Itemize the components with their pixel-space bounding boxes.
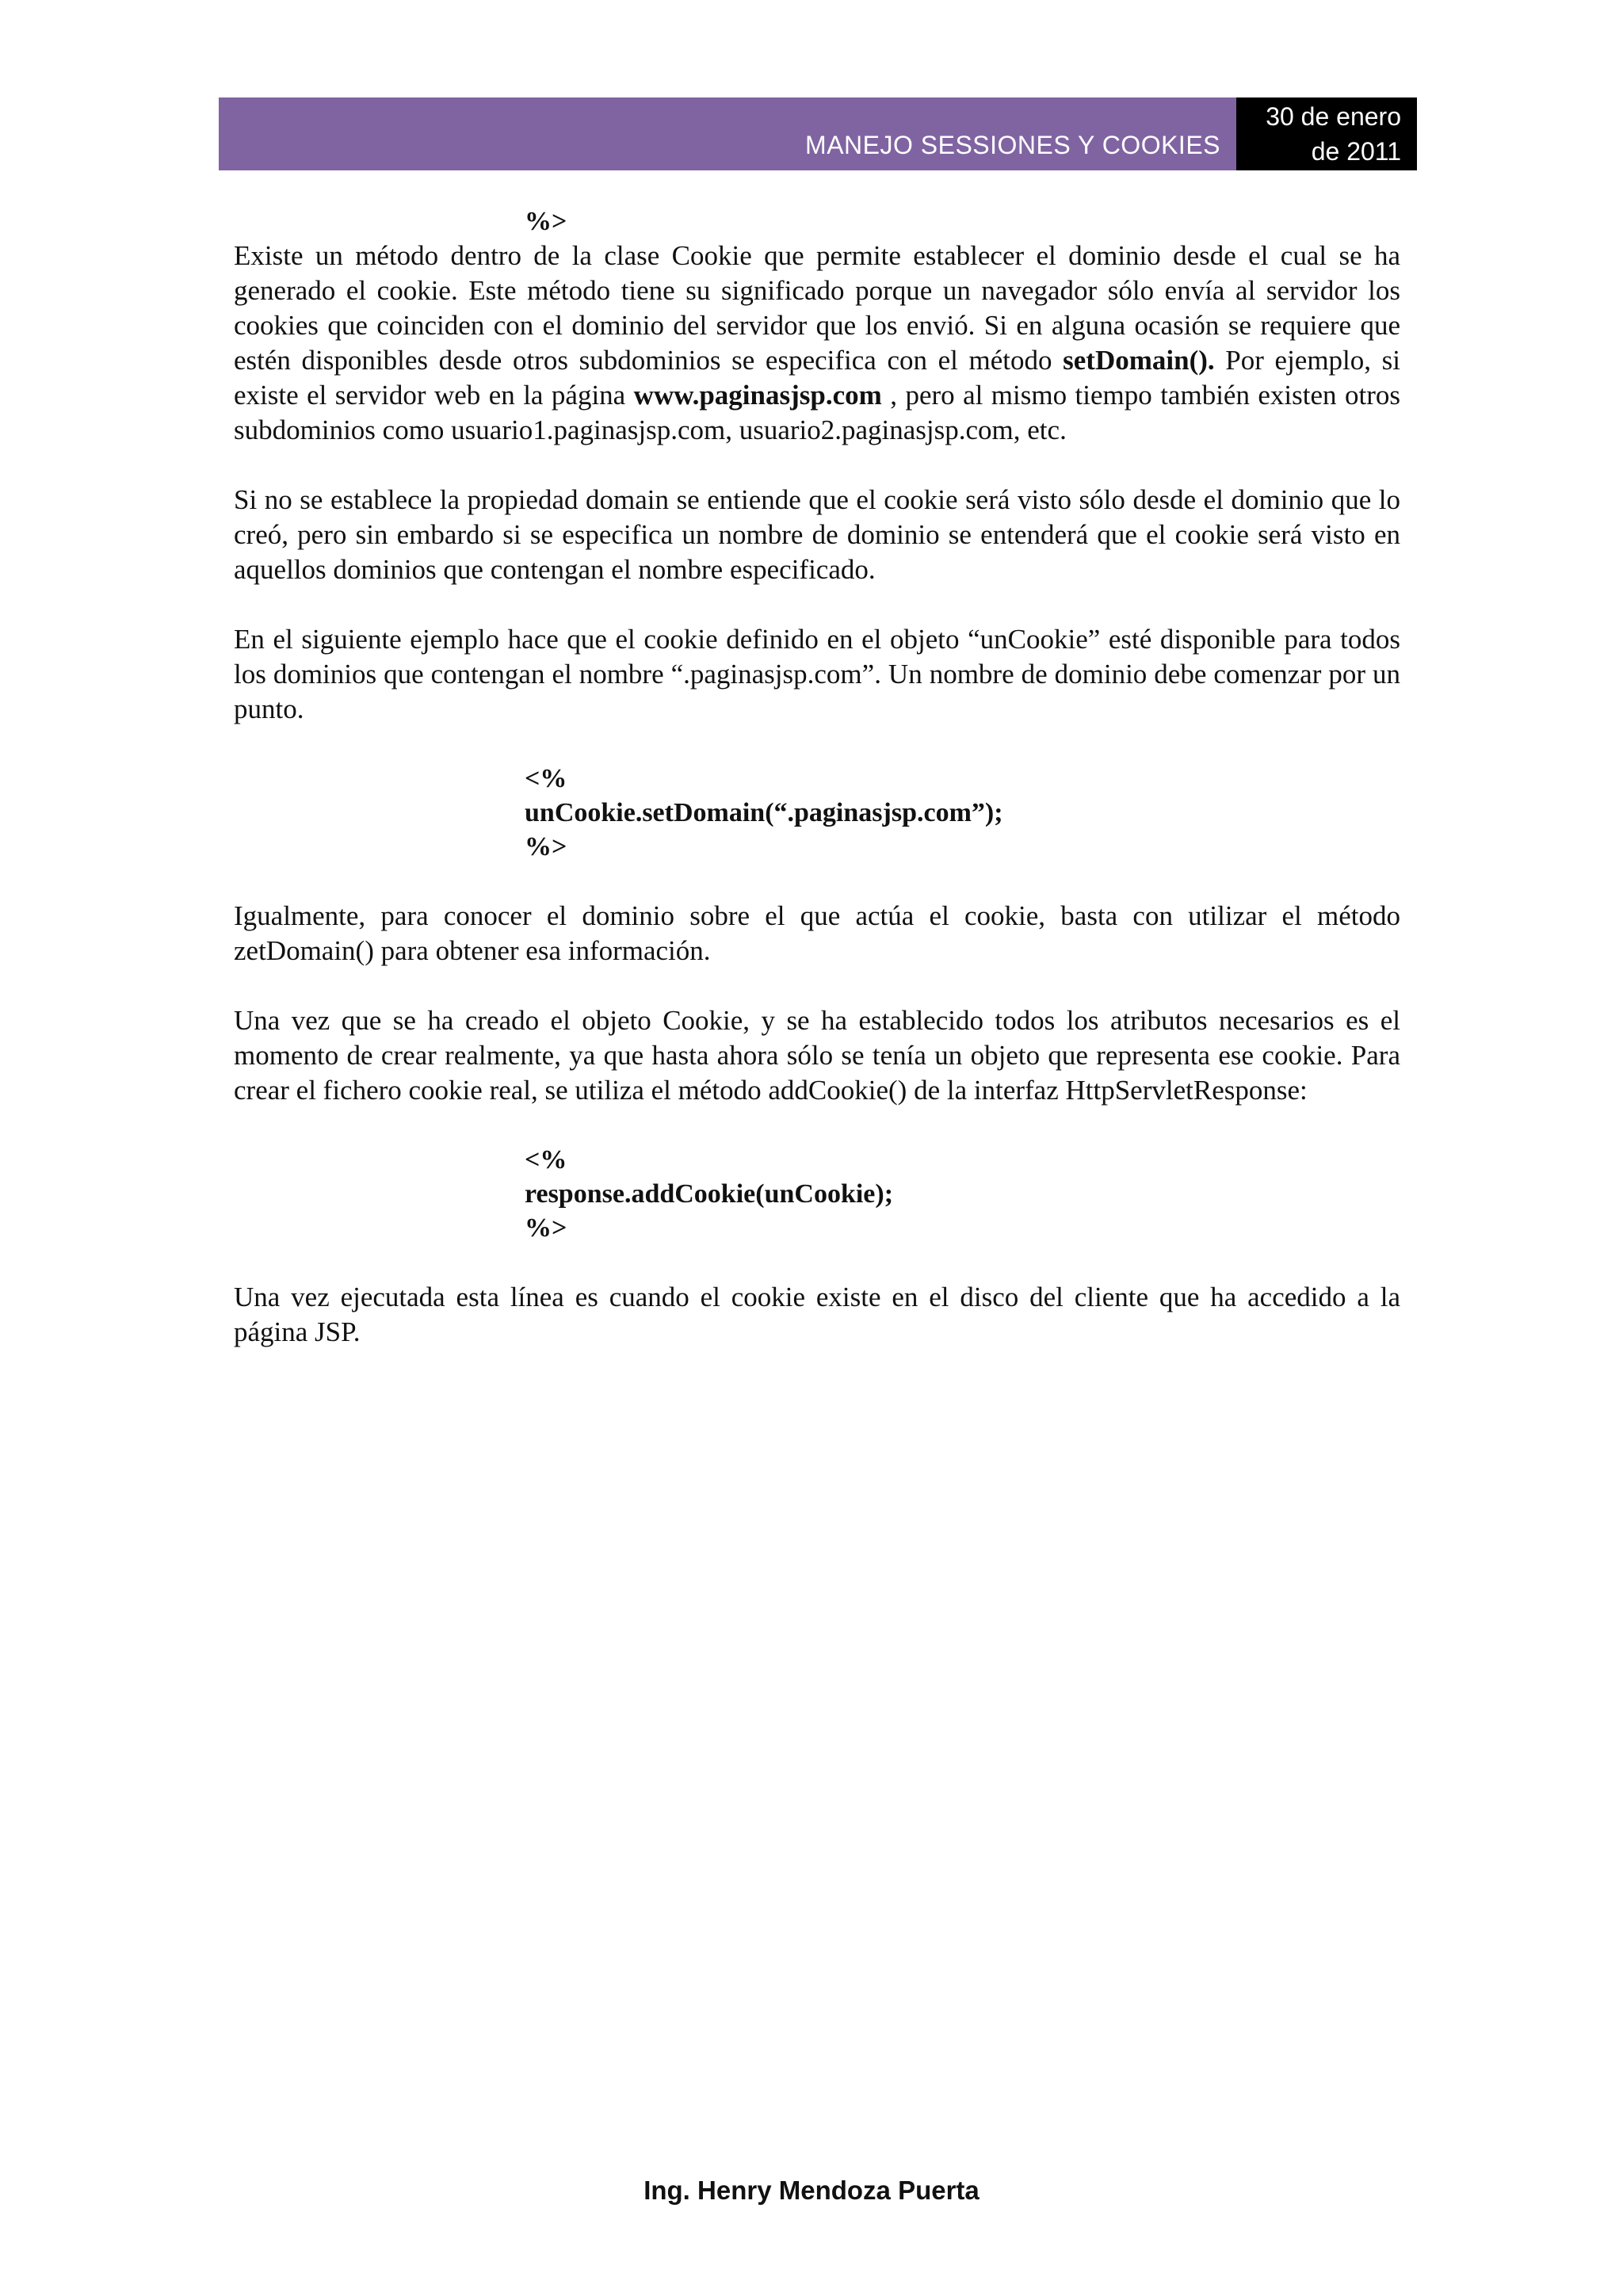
paragraph-setdomain-text2: Por ejemplo, si existe el servidor web en la página [234,345,1400,411]
code-close-tag: %> [525,207,567,236]
paragraph-example-intro: En el siguiente ejemplo hace que el cookie definido en el objeto “unCookie” esté disponible para todos los dominios que contengan el nombre “.paginasjsp.com”. Un nombre de dominio debe comenzar por un punto. [234,624,1400,724]
setdomain-method-name: setDomain(). [1063,345,1215,376]
paragraph-domain-property: Si no se establece la propiedad domain se entiende que el cookie será visto sólo desde el dominio que lo creó, pero sin embardo si se especifica un nombre de dominio se entenderá que el cookie será visto en aquellos dominios que contengan el nombre especificado. [234,484,1400,585]
code-close-tag: %> [525,832,567,861]
header-date-box [1236,97,1417,170]
document-body [234,204,1400,1350]
code-addcookie-line: response.addCookie(unCookie); [525,1179,894,1209]
footer-author: Ing. Henry Mendoza Puerta [643,2176,980,2205]
code-open-tag: <% [525,1145,567,1175]
paragraph-addcookie: Una vez que se ha creado el objeto Cookie, y se ha establecido todos los atributos necesarios es el momento de crear realmente, ya que hasta ahora sólo se tenía un objeto que representa ese cookie. Para crear el fichero cookie real, se utiliza el método addCookie() de la interfaz HttpServletResponse: [234,1005,1400,1106]
header-date-line2: de 2011 [1311,137,1401,166]
paragraph-setdomain-text1: Existe un método dentro de la clase Cookie que permite establecer el dominio desde el cual se ha generado el cookie. Este método tiene su significado porque un navegador sólo envía al servidor los cookies que coinciden con el dominio del servidor que los envió. Si en alguna ocasión se requiere que estén disponibles desde otros subdominios se especifica con el método [234,240,1400,376]
paragraph-setdomain-text3: , pero al mismo tiempo también existen otros subdominios como usuario1.paginasjsp.com, usuario2.paginasjsp.com, etc. [234,380,1400,445]
paragraph-setdomain [234,239,1400,448]
header-title: MANEJO SESSIONES Y COOKIES [805,131,1220,159]
code-close-tag: %> [525,1213,567,1243]
domain-example-url: www.paginasjsp.com [633,380,882,411]
code-setdomain-line: unCookie.setDomain(“.paginasjsp.com”); [525,798,1003,827]
header-date-line1: 30 de enero [1266,102,1401,131]
paragraph-conclusion: Una vez ejecutada esta línea es cuando el cookie existe en el disco del cliente que ha accedido a la página JSP. [234,1282,1400,1347]
paragraph-getdomain: Igualmente, para conocer el dominio sobre el que actúa el cookie, basta con utilizar el método zetDomain() para obtener esa información. [234,900,1400,966]
code-open-tag: <% [525,764,567,793]
